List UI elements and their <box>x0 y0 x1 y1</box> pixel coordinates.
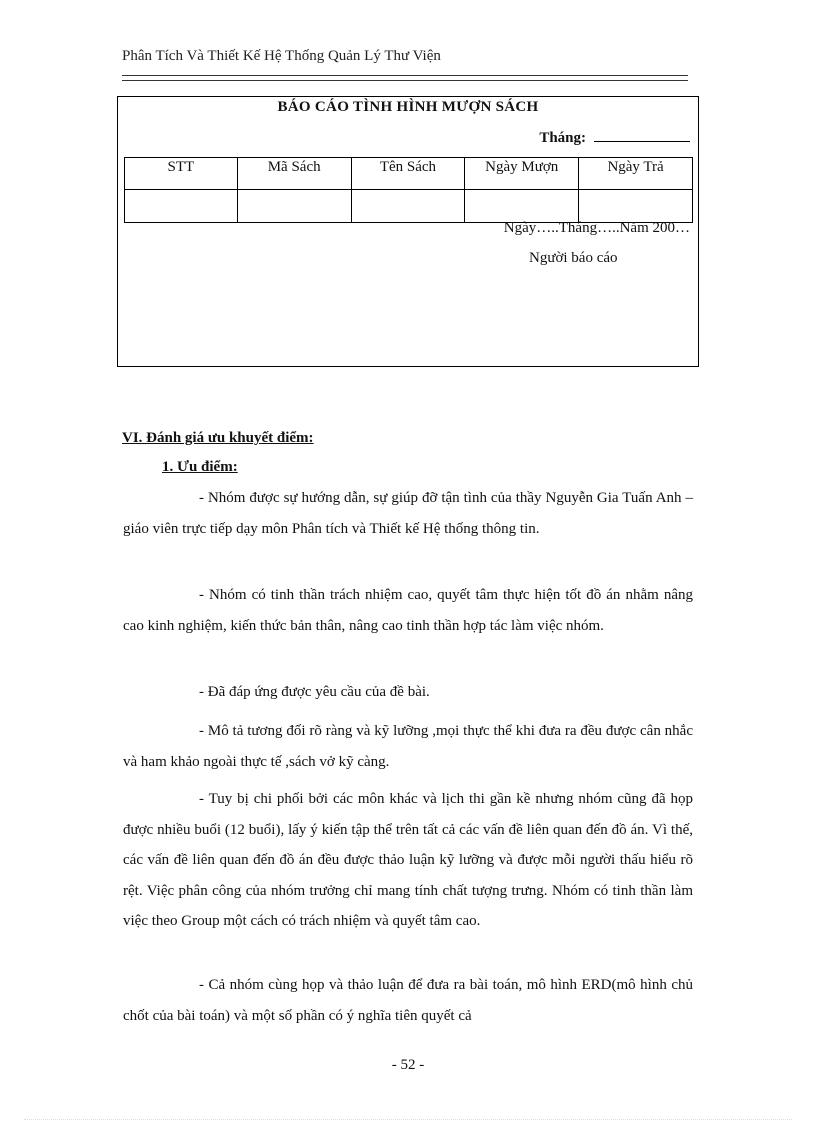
table-cell <box>237 190 351 223</box>
report-signer: Người báo cáo <box>529 250 618 266</box>
page-number: - 52 - <box>391 1057 425 1073</box>
col-ten-sach: Tên Sách <box>351 158 465 190</box>
paragraph: - Đã đáp ứng được yêu cầu của đề bài. <box>199 684 430 700</box>
table-cell <box>125 190 238 223</box>
month-blank-line <box>594 127 690 142</box>
table-cell <box>351 190 465 223</box>
table-cell <box>465 190 579 223</box>
paragraph: - Nhóm có tinh thần trách nhiệm cao, quyết tâm thực hiện tốt đồ án nhằm nâng cao kinh nghiệm, kiến thức bản thân, nâng cao tinh thần hợp tác làm việc nhóm. <box>123 587 693 634</box>
paragraph: - Mô tả tương đối rõ ràng và kỹ lưỡng ,mọi thực thể khi đưa ra đều được cân nhắc và ham khảo ngoài thực tế ,sách vở kỹ càng. <box>123 723 693 770</box>
table-row <box>125 190 693 223</box>
report-title: BÁO CÁO TÌNH HÌNH MƯỢN SÁCH <box>277 99 539 115</box>
header-double-rule <box>122 75 688 81</box>
paragraph: - Tuy bị chi phối bởi các môn khác và lịch thi gần kề nhưng nhóm cũng đã họp được nhiều buổi (12 buổi), lấy ý kiến tập thể trên tất cả các vấn đề liên quan đến đồ án. Vì thế, các vấn đề liên quan đến đồ án đều được thảo luận kỹ lưỡng và được mỗi người thấu hiểu rõ rệt. Việc phân công của nhóm trưởng chỉ mang tính chất tượng trưng. Nhóm có tinh thần làm việc theo Group một cách có trách nhiệm và quyết tâm cao. <box>123 791 693 929</box>
sub-heading: 1. Ưu điểm: <box>162 459 238 475</box>
col-ma-sach: Mã Sách <box>237 158 351 190</box>
report-date-line: Ngày…..Tháng…..Năm 200… <box>503 220 690 236</box>
col-ngay-tra: Ngày Trả <box>579 158 693 190</box>
month-label: Tháng: <box>539 130 586 146</box>
report-table <box>124 157 693 223</box>
col-ngay-muon: Ngày Mượn <box>465 158 579 190</box>
page-header-title: Phân Tích Và Thiết Kế Hệ Thống Quản Lý Thư Viện <box>122 48 441 64</box>
report-month <box>539 127 690 147</box>
table-header-row <box>125 158 693 190</box>
col-stt: STT <box>125 158 238 190</box>
section-heading: VI. Đánh giá ưu khuyết điểm: <box>122 430 314 446</box>
report-form-box <box>117 96 699 367</box>
table-cell <box>579 190 693 223</box>
footer-divider <box>24 1119 792 1120</box>
paragraph: - Nhóm được sự hướng dẫn, sự giúp đỡ tận tình của thầy Nguyễn Gia Tuấn Anh – giáo viên trực tiếp dạy môn Phân tích và Thiết kế Hệ thống thông tin. <box>123 490 693 537</box>
paragraph: - Cả nhóm cùng họp và thảo luận để đưa ra bài toán, mô hình ERD(mô hình chủ chốt của bài toán) và một số phần có ý nghĩa tiên quyết cả <box>123 977 693 1024</box>
